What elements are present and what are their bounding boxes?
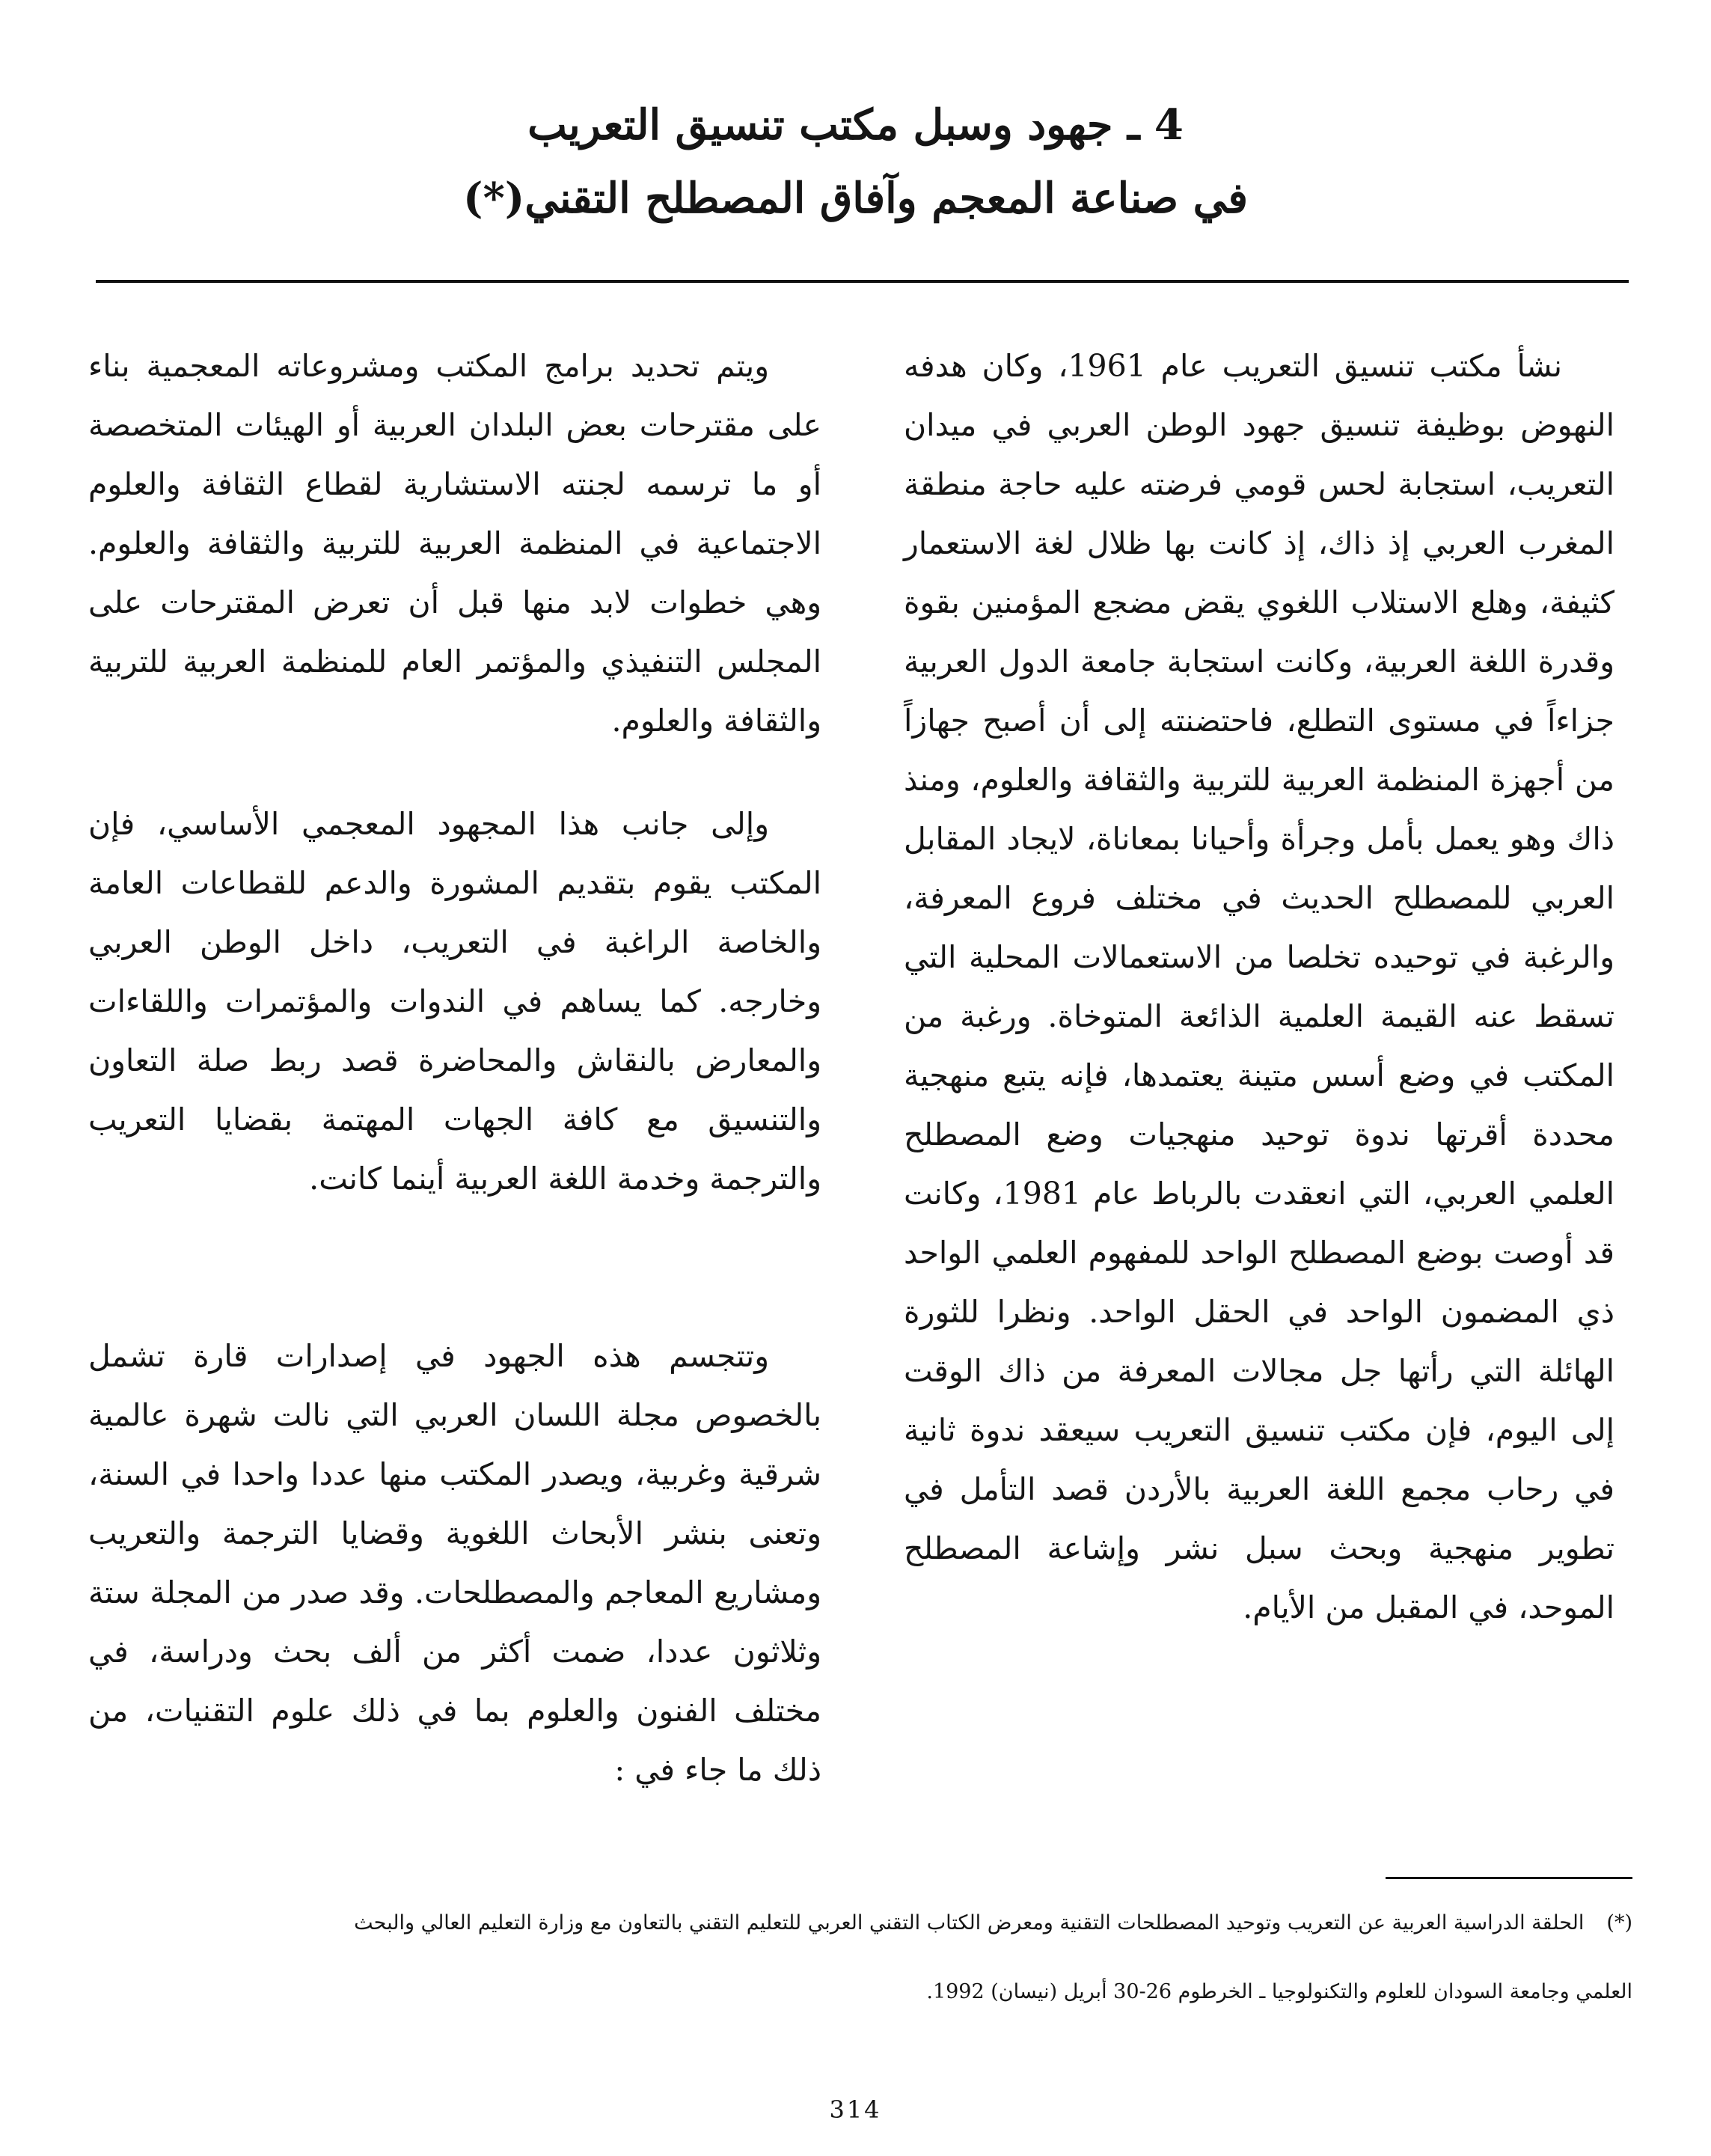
left-column xyxy=(88,337,821,1800)
left-paragraph-3: وتتجسم هذه الجهود في إصدارات قارة تشمل بالخصوص مجلة اللسان العربي التي نالت شهرة عالمية شرقية وغربية، ويصدر المكتب منها عددا واحدا في السنة، وتعنى بنشر الأبحاث اللغوية وقضايا الترجمة والتعريب ومشاريع المعاجم والمصطلحات. وقد صدر من المجلة ستة وثلاثون عددا، ضمت أكثر من ألف بحث ودراسة، في مختلف الفنون والعلوم بما في ذلك علوم التقنيات، من ذلك ما جاء في : xyxy=(88,1338,821,1788)
footnote-divider xyxy=(1386,1877,1632,1879)
chapter-title xyxy=(150,88,1561,235)
footnote-line-1 xyxy=(90,1889,1632,1958)
right-paragraph-1: نشأ مكتب تنسيق التعريب عام 1961، وكان هدفه النهوض بوظيفة تنسيق جهود الوطن العربي في ميدان التعريب، استجابة لحس قومي فرضته عليه حاجة منطقة المغرب العربي إذ ذاك، إذ كانت بها ظلال لغة الاستعمار كثيفة، وهلع الاستلاب اللغوي يقض مضجع المؤمنين بقوة وقدرة اللغة العربية، وكانت استجابة جامعة الدول العربية جزاءاً في مستوى التطلع، فاحتضنته إلى أن أصبح جهازاً من أجهزة المنظمة العربية للتربية والثقافة والعلوم، ومنذ ذاك وهو يعمل بأمل وجرأة وأحيانا بمعاناة، لايجاد المقابل العربي للمصطلح الحديث في مختلف فروع المعرفة، والرغبة في توحيده تخلصا من الاستعمالات المحلية التي تسقط عنه القيمة العلمية الذائعة المتوخاة. ورغبة من المكتب في وضع أسس متينة يعتمدها، فإنه يتبع منهجية محددة أقرتها ندوة توحيد منهجيات وضع المصطلح العلمي العربي، التي انعقدت بالرباط عام 1981، وكانت قد أوصت بوضع المصطلح الواحد للمفهوم العلمي الواحد ذي المضمون الواحد في الحقل الواحد. ونظرا للثورة الهائلة التي رأتها جل مجالات المعرفة من ذاك الوقت إلى اليوم، فإن مكتب تنسيق التعريب سيعقد ندوة ثانية في رحاب مجمع اللغة العربية بالأردن قصد التأمل في تطوير منهجية وبحث سبل نشر وإشاعة المصطلح الموحد، في المقبل من الأيام. xyxy=(904,348,1614,1625)
header-divider xyxy=(96,280,1629,283)
footnote-marker: (*) xyxy=(1606,1911,1632,1934)
footnote-line-2: العلمي وجامعة السودان للعلوم والتكنولوجيا ـ الخرطوم 26-30 أبريل (نيسان) 1992. xyxy=(926,1980,1632,2003)
right-column xyxy=(904,337,1614,1637)
title-line-1: 4 ـ جهود وسبل مكتب تنسيق التعريب xyxy=(527,100,1184,150)
footnote xyxy=(90,1889,1632,2027)
footnote-text-1: الحلقة الدراسية العربية عن التعريب وتوحيد المصطلحات التقنية ومعرض الكتاب التقني العربي للتعليم التقني بالتعاون مع وزارة التعليم العالي والبحث xyxy=(354,1911,1585,1934)
left-paragraph-2: وإلى جانب هذا المجهود المعجمي الأساسي، فإن المكتب يقوم بتقديم المشورة والدعم للقطاعات العامة والخاصة الراغبة في التعريب، داخل الوطن العربي وخارجه. كما يساهم في الندوات والمؤتمرات واللقاءات والمعارض بالنقاش والمحاضرة قصد ربط صلة التعاون والتنسيق مع كافة الجهات المهتمة بقضايا التعريب والترجمة وخدمة اللغة العربية أينما كانت. xyxy=(88,806,821,1197)
left-paragraph-1: ويتم تحديد برامج المكتب ومشروعاته المعجمية بناء على مقترحات بعض البلدان العربية أو الهيئات المتخصصة أو ما ترسمه لجنته الاستشارية لقطاع الثقافة والعلوم الاجتماعية في المنظمة العربية للتربية والثقافة والعلوم. وهي خطوات لابد منها قبل أن تعرض المقترحات على المجلس التنفيذي والمؤتمر العام للمنظمة العربية للتربية والثقافة والعلوم. xyxy=(88,348,821,739)
page-number: 314 xyxy=(829,2095,882,2124)
title-line-2: في صناعة المعجم وآفاق المصطلح التقني(*) xyxy=(462,174,1249,223)
